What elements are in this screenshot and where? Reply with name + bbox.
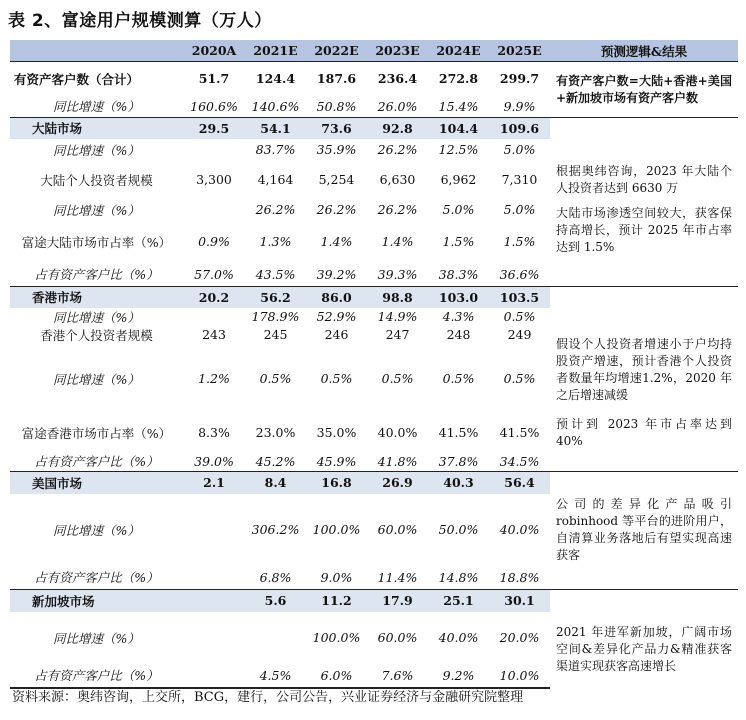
mainland-ratio: 36.6% [499,266,540,282]
header-blank [10,40,183,62]
hongkong-value: 103.0 [428,287,489,308]
us-value: 26.9 [367,472,428,494]
hongkong-ratio: 45.9% [316,453,357,469]
singapore-ratio: 6.0% [306,664,367,688]
header-year: 2021E [245,40,306,62]
hongkong-value: 103.5 [489,287,550,308]
total-growth: 160.6% [190,98,238,114]
total-value: 236.4 [367,62,428,96]
us-growth [183,494,245,566]
hongkong-inv-growth-label: 同比增速（%） [53,371,140,387]
us-value: 40.3 [428,472,489,494]
source-note: 资料来源：奥纬咨询，上交所，BCG，建行，公司公告，兴业证券经济与金融研究院整理 [12,690,524,705]
singapore-growth: 100.0% [312,630,361,645]
mainland-share: 1.5% [442,234,475,249]
hongkong-growth: 14.9% [377,309,418,324]
mainland-growth-row [10,139,738,161]
mainland-value: 29.5 [183,118,245,139]
singapore-ratio [183,664,245,688]
mainland-value: 73.6 [306,118,367,139]
singapore-ratio-label: 占有资产客户比（%） [10,664,183,688]
hongkong-share: 23.0% [255,425,296,440]
total-value: 51.7 [183,62,245,96]
mainland-growth: 26.2% [377,142,418,157]
hongkong-growth: 52.9% [316,309,357,324]
hongkong-investors: 249 [507,327,532,342]
mainland-ratio: 38.3% [438,266,479,282]
hongkong-row [10,287,738,308]
us-growth-label: 同比增速（%） [53,522,140,538]
us-growth: 50.0% [438,522,479,537]
mainland-ratio-label: 占有资产客户比（%） [34,267,159,283]
mainland-ratio: 57.0% [194,266,234,282]
hongkong-ratio: 41.8% [377,453,418,469]
hongkong-label: 香港市场 [10,287,183,308]
hongkong-share: 8.3% [198,425,230,440]
total-growth: 140.6% [251,98,300,114]
hongkong-growth: 4.3% [442,309,475,324]
mainland-value: 92.8 [367,118,428,139]
hongkong-share: 40.0% [377,425,418,440]
hongkong-share: 35.0% [316,425,357,440]
hongkong-inv-note: 假设个人投资者增速小于户均持股资产增速，预计香港个人投资者数量年均增速1.2%，2020 年之后增速减缓 [556,336,732,402]
total-growth-label: 同比增速（%） [53,99,140,115]
hongkong-investors: 248 [446,327,471,342]
singapore-growth [245,612,306,664]
hongkong-inv-growth: 1.2% [198,371,230,386]
singapore-ratio: 7.6% [367,664,428,688]
singapore-growth: 20.0% [499,630,540,645]
us-label: 美国市场 [10,472,183,494]
header-year: 2022E [306,40,367,62]
total-label: 有资产客户数（合计） [10,62,183,96]
mainland-investors: 7,310 [501,172,538,187]
header-year: 2023E [367,40,428,62]
mainland-inv-growth: 26.2% [255,202,296,217]
us-note: 公司的差异化产品吸引robinhood 等平台的进阶用户，自清算业务落地后有望实现高速获客 [556,496,732,562]
header-logic: 预测逻辑&结果 [550,40,738,62]
hongkong-investors: 247 [385,327,410,342]
mainland-investors: 5,254 [318,172,355,187]
total-growth: 26.0% [377,98,418,114]
mainland-investors: 4,164 [257,172,294,187]
hongkong-investors-row [10,326,738,344]
us-value: 16.8 [306,472,367,494]
hongkong-inv-growth: 0.5% [259,371,292,386]
singapore-growth-label: 同比增速（%） [53,630,140,646]
hongkong-growth-row [10,308,738,326]
us-growth-row [10,494,738,566]
mainland-inv-growth: 5.0% [503,202,536,217]
header-row [10,40,738,62]
user-scale-table [10,40,738,689]
mainland-growth-label: 同比增速（%） [53,142,140,158]
mainland-growth: 5.0% [503,142,536,157]
hongkong-ratio-label: 占有资产客户比（%） [34,454,159,470]
hongkong-share: 41.5% [438,425,479,440]
mainland-inv-growth-label: 同比增速（%） [53,202,140,218]
singapore-note: 2021 年进军新加坡，广阔市场空间&差异化产品力&精准获客渠道实现获客高速增长 [556,625,732,673]
mainland-label: 大陆市场 [10,118,183,139]
mainland-ratio-row [10,263,738,287]
hongkong-share-note: 预计到 2023 年市占率达到 40% [556,416,732,448]
singapore-ratio: 9.2% [428,664,489,688]
hongkong-growth: 178.9% [251,309,300,324]
singapore-value: 30.1 [489,590,550,612]
hongkong-share-row [10,414,738,452]
mainland-value: 54.1 [245,118,306,139]
hongkong-inv-growth: 0.5% [442,371,475,386]
mainland-investors: 3,300 [196,172,232,187]
singapore-value [183,590,245,612]
total-growth: 9.9% [503,98,536,114]
us-ratio: 18.8% [499,569,540,585]
hongkong-share: 41.5% [499,425,540,440]
mainland-ratio: 39.3% [377,266,418,282]
mainland-investors-note: 根据奥纬咨询，2023 年大陆个人投资者达到 6630 万 [556,163,732,195]
us-value: 56.4 [489,472,550,494]
singapore-growth [183,612,245,664]
hongkong-ratio: 37.8% [438,453,479,469]
us-ratio-row [10,566,738,590]
us-value: 8.4 [245,472,306,494]
mainland-row [10,118,738,139]
hongkong-investors: 243 [202,327,226,342]
mainland-inv-growth: 26.2% [316,202,357,217]
hongkong-ratio: 34.5% [499,453,540,469]
us-ratio: 14.8% [438,569,479,585]
header-year: 2025E [489,40,550,62]
mainland-share-label: 富途大陆市场市占率（%） [21,234,172,250]
mainland-share: 1.5% [503,234,536,249]
singapore-ratio: 4.5% [245,664,306,688]
singapore-growth: 40.0% [438,630,479,645]
mainland-inv-growth: 26.2% [377,202,418,217]
mainland-ratio: 39.2% [316,266,357,282]
hongkong-ratio: 39.0% [194,453,234,469]
singapore-value: 5.6 [245,590,306,612]
total-growth: 15.4% [438,98,479,114]
us-ratio: 11.4% [377,569,418,585]
mainland-growth: 83.7% [255,142,296,157]
mainland-growth [183,139,245,161]
singapore-value: 25.1 [428,590,489,612]
mainland-growth: 35.9% [316,142,357,157]
total-growth: 50.8% [316,98,357,114]
mainland-investors-label: 大陆个人投资者规模 [40,172,153,188]
mainland-value: 109.6 [489,118,550,139]
singapore-ratio: 10.0% [489,664,550,688]
singapore-value: 17.9 [367,590,428,612]
singapore-growth: 60.0% [377,630,418,645]
hongkong-investors: 246 [324,327,349,342]
hongkong-value: 20.2 [183,287,245,308]
mainland-share-note: 大陆市场渗透空间较大，获客保持高增长，预计 2025 年市占率达到 1.5% [556,206,732,254]
mainland-ratio: 43.5% [255,266,296,282]
mainland-investors-row [10,161,738,199]
mainland-inv-growth [183,199,245,221]
total-row [10,62,738,96]
header-year: 2020A [183,40,245,62]
us-ratio [183,566,245,590]
total-value: 299.7 [489,62,550,96]
us-growth: 60.0% [377,522,418,537]
us-value: 2.1 [183,472,245,494]
hongkong-value: 86.0 [306,287,367,308]
singapore-label: 新加坡市场 [10,590,183,612]
us-ratio-label: 占有资产客户比（%） [34,570,159,586]
singapore-value: 11.2 [306,590,367,612]
us-growth: 40.0% [499,522,540,537]
hongkong-ratio: 45.2% [255,453,296,469]
mainland-share: 0.9% [198,234,230,249]
us-ratio: 6.8% [259,569,292,585]
us-growth: 306.2% [251,522,300,537]
total-note: 有资产客户数=大陆+香港+美国+新加坡市场有资产客户数 [550,62,738,118]
hongkong-inv-growth: 0.5% [503,371,536,386]
mainland-inv-growth-row [10,199,738,221]
total-value: 272.8 [428,62,489,96]
mainland-investors: 6,630 [379,172,416,187]
mainland-share: 1.3% [259,234,292,249]
table-title: 表 2、富途用户规模测算（万人） [8,11,272,31]
hongkong-investors: 245 [263,327,288,342]
mainland-value: 104.4 [428,118,489,139]
hongkong-growth [183,308,245,326]
hongkong-ratio-row [10,452,738,472]
mainland-investors: 6,962 [440,172,477,187]
singapore-row [10,590,738,612]
total-value: 124.4 [245,62,306,96]
total-value: 187.6 [306,62,367,96]
us-ratio: 9.0% [320,569,353,585]
hongkong-growth: 0.5% [503,309,536,324]
hongkong-growth-label: 同比增速（%） [53,309,140,325]
us-growth: 100.0% [312,522,361,537]
us-row [10,472,738,494]
hongkong-inv-growth: 0.5% [381,371,414,386]
mainland-share: 1.4% [320,234,353,249]
hongkong-value: 56.2 [245,287,306,308]
hongkong-value: 98.8 [367,287,428,308]
header-year: 2024E [428,40,489,62]
hongkong-share-label: 富途香港市场市占率（%） [21,425,172,441]
hongkong-inv-growth: 0.5% [320,371,353,386]
hongkong-investors-label: 香港个人投资者规模 [40,327,153,343]
mainland-note-empty [550,118,738,139]
mainland-inv-growth: 5.0% [442,202,475,217]
mainland-share: 1.4% [381,234,414,249]
mainland-growth: 12.5% [438,142,479,157]
singapore-growth-row [10,612,738,664]
